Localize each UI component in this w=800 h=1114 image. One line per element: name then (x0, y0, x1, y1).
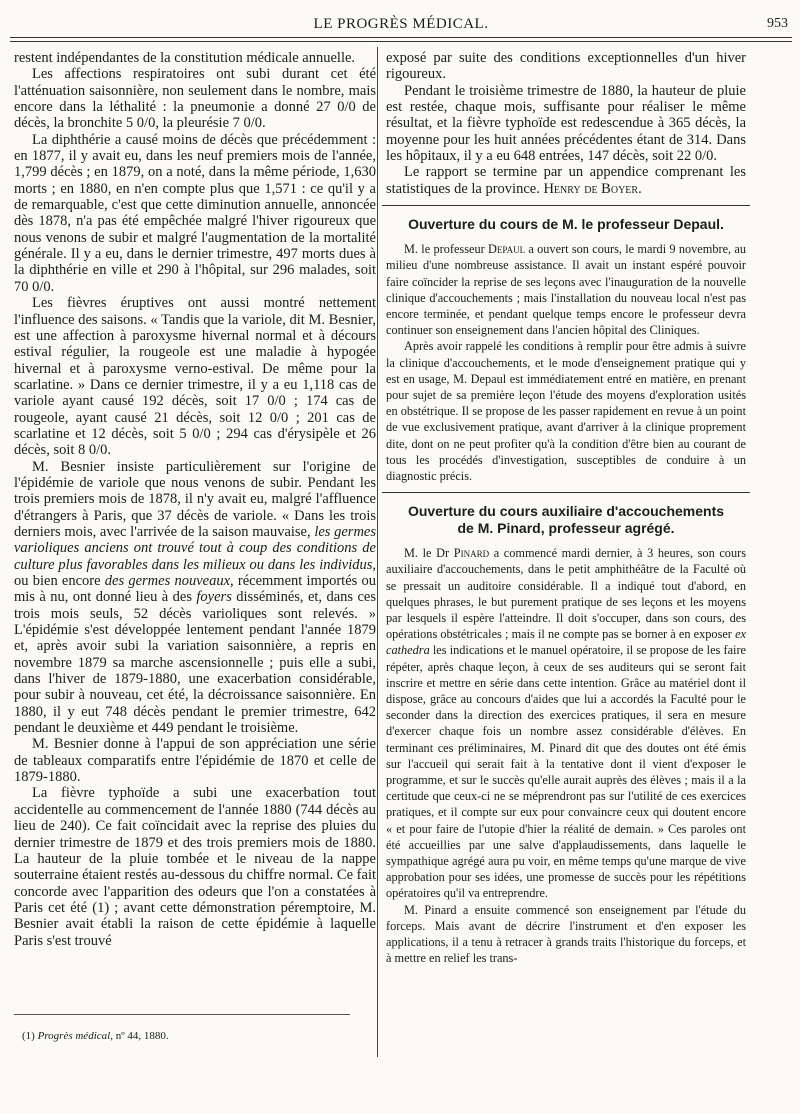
text-run: M. le professeur (404, 242, 489, 257)
paragraph (386, 164, 746, 197)
section-body-depaul (386, 241, 746, 484)
person-name: Pinard (453, 546, 490, 561)
text-run: M. le Dr (404, 546, 454, 561)
page-header (10, 10, 792, 36)
paragraph: Pendant le troisième trimestre de 1880, la hauteur de pluie est restée, chaque mois, suffisante pour réaliser le même résultat, et la fièvre typhoïde est redescendue à 365 décès, la moyenne pour les huit années précédentes étant de 314. Dans les hôpitaux, il y a eu 648 entrées, 147 décès, soit 22 0/0. (386, 82, 746, 165)
italic-run: foyers (196, 589, 232, 606)
section-body-pinard (386, 545, 746, 966)
italic-run: des germes nouveaux (104, 573, 231, 589)
text-run: M. Besnier insiste particulièrement sur l'origine de l'épidémie de variole que nous venons de subir. Pendant les trois premiers mois de 1878, il n'y avait eu, malgré l'affluence d'étrangers à Paris, que 37 décès de variole. « Dans les trois derniers mois, avec l'arrivée de la saison mauvaise, (14, 458, 376, 540)
page-number: 953 (767, 16, 788, 31)
footnote-source: Progrès médical (37, 1030, 111, 1042)
column-divider (377, 47, 378, 1057)
text-run: Le rapport se termine par un appendice comprenant les statistiques de la province. (386, 164, 746, 197)
italic-run: ex cathedra (386, 627, 746, 658)
section-rule (382, 492, 750, 493)
text-run: , récemment importés ou mis à nu, ont donné lieu à des (14, 573, 376, 606)
text-run: a commencé mardi dernier, à 3 heures, son cours auxiliaire d'accouchements, dans le petit amphithéâtre de la Faculté où se pressait un auditoire considérable. Il a indiqué tout d'abord, en quelques phrases, le but purement pratique de ses leçons et les moyens par lesquels il espère l'atteindre. Il doit s'occuper, dans son cours, des opérations obstétricales ; mais il ne compte pas se borner à en exposer (386, 546, 746, 642)
section-heading-pinard (386, 503, 746, 537)
paragraph (386, 241, 746, 338)
header-rule-bottom (10, 41, 792, 42)
paragraph (14, 459, 376, 737)
heading-line: de M. Pinard, professeur agrégé. (457, 520, 675, 537)
header-rule-top (10, 37, 792, 38)
paragraph: restent indépendantes de la constitution médicale annuelle. (14, 50, 356, 66)
person-name: Depaul (488, 242, 526, 257)
paragraph: La diphthérie a causé moins de décès que précédemment : en 1877, il y avait eu, dans les neuf premiers mois de l'année, 1,799 décès ; en 1879, on a noté, dans la même période, 1,630 morts ; en 1880, en n'en compte plus que 1,571 : ce qu'il y a de remarquable, c'est que cette diminution annuelle, annoncée dès 1878, n'a pas été empêchée malgré l'hiver rigoureux que nous venons de subir et malgré l'augmentation de la mortalité générale. Il y a eu, dans le dernier trimestre, 497 morts dues à la diphthérie en ville et 290 à l'hôpital, sur 296 malades, soit 70 0/0. (14, 131, 376, 295)
paragraph: Les affections respiratoires ont subi durant cet été l'atténuation saisonnière, non seulement dans le nombre, mais encore dans la léthalité : la pneumonie a donné 27 0/0 de décès, la bronchite 5 0/0, la pleurésie 7 0/0. (14, 66, 376, 132)
section-heading-depaul: Ouverture du cours de M. le professeur Depaul. (408, 216, 724, 233)
author-signature: Henry de Boyer. (543, 180, 642, 197)
italic-run: les germes varioliques anciens ont trouvé tout à coup des conditions de culture plus favorables dans les milieux ou dans les individus (14, 523, 376, 573)
footnote-text: , nº 44, 1880. (110, 1030, 169, 1042)
paragraph: Les fièvres éruptives ont aussi montré nettement l'influence des saisons. « Tandis que la variole, dit M. Besnier, est une affection à paroxysme hivernal normal et à décours estival régulier, la rougeole est une maladie à hypogée hivernal et à paroxysme verno-estival. De même pour la scarlatine. » Dans ce dernier trimestre, il y a eu 1,118 cas de variole ayant causé 192 décès, soit 17 0/0 ; 174 cas de rougeole, ayant causé 21 décès, soit 12 0/0 ; 201 cas de scarlatine et 12 décès, soit 5 0/0 ; 294 cas d'érysipèle et 26 décès, soit 8 0/0. (14, 295, 376, 459)
section-rule (382, 205, 750, 206)
footnote-rule (14, 1014, 350, 1015)
paragraph: M. Besnier donne à l'appui de son appréciation une série de tableaux comparatifs entre l'épidémie de 1870 et celle de 1879-1880. (14, 736, 376, 786)
footnote (22, 1030, 169, 1042)
text-run: disséminés, et, dans ces trois mois seuls, 52 décès varioliques sont relevés. » L'épidémie s'est développée lentement pendant l'année 1879 et, après avoir subi la variation saisonnière, a repris en novembre 1879 sa marche ascensionnelle ; puis elle a subi, dans l'hiver de 1879-1880, une exacerbation considérable, pour subir à nouveau, cet été, la décroissance saisonnière. En 1880, il y eut 748 décès pendant le premier trimestre, 642 pendant le deuxième et 449 pendant le troisième. (14, 589, 376, 737)
paragraph: La fièvre typhoïde a subi une exacerbation tout accidentelle au commencement de l'année 1880 (744 décès au lieu de 240). Ce fait coïncidait avec la reprise des pluies du dernier trimestre de 1879 et des trois premiers mois de 1880. La hauteur de la pluie tombée et le niveau de la nappe souterraine étaient restés au-dessous du chiffre normal. Ce fait concorde avec l'apparition des odeurs que l'on a constatées à Paris cet été (1) ; avant cette démonstration péremptoire, M. Besnier avait établi la raison de cette épidémie à laquelle Paris s'est trouvé (14, 785, 376, 949)
footnote-number: (1) (22, 1030, 38, 1042)
left-column (14, 50, 376, 949)
paragraph: exposé par suite des conditions exceptionnelles d'un hiver rigoureux. (386, 50, 746, 83)
journal-title: LE PROGRÈS MÉDICAL. (313, 16, 489, 32)
paragraph: Après avoir rappelé les conditions à remplir pour être admis à suivre la clinique d'accouchements, et le mode d'enseignement pratique qui y est en usage, M. Depaul est immédiatement entré en matière, en prenant pour sujet de sa première leçon l'étude des moyens d'exploration usités en obstétrique. Il se propose de les passer rapidement en revue à un point de vue exclusivement pratique, avant d'arriver à la clinique proprement dite, dont on ne peut profiter qu'à la condition d'être bien au courant de tous les procédés d'investigation, susceptibles de conduire à un diagnostic précis. (386, 339, 746, 483)
text-run: a ouvert son cours, le mardi 9 novembre, au milieu d'une nombreuse assistance. Il avait un instant espéré pouvoir faire coïncider la reprise de ses leçons avec l'inauguration de la nouvelle clinique d'accouchements ; mais l'installation du nouveau local n'est pas encore terminée, et pendant quelque temps encore le professeur devra continuer son enseignement dans l'ancien hôpital des Cliniques. (386, 242, 747, 338)
text-run: les indications et le manuel opératoire, il se propose de les faire répéter, après chaque leçon, à ceux de ses auditeurs qui se seront fait inscrire et mettre en série dans cette intention. Grâce au matériel dont il dispose, grâce au concours d'aides que lui a accordés la Faculté pour le seconder dans la direction des exercices pratiques, il sera en mesure d'exercer chaque fois un nombre assez considérable d'élèves. En terminant ces préliminaires, M. Pinard dit que des doutes ont été émis sur l'accueil qui serait fait à la tentative dont il vient d'exposer le programme, et sur le succès qu'elle aurait auprès des élèves ; mais il a la certitude que ceux-ci ne se méprendront pas sur l'utilité de ces exercices pratiques, et il compte sur eux pour convaincre ceux qui doutent encore « et pour faire de l'utopie d'hier la réalité de demain. » Ces paroles ont été accueillies par une salve d'applaudissements, dans laquelle le sympathique agrégé aura pu voir, en même temps qu'une marque de vive approbation pour ses idées, une promesse de succès pour les répétitions opératoires qu'il va entreprendre. (386, 643, 746, 901)
right-column (386, 50, 746, 966)
text-run: , ou bien encore (14, 556, 376, 589)
paragraph (386, 545, 746, 901)
paragraph: M. Pinard a ensuite commencé son enseignement par l'étude du forceps. Mais avant de décrire l'instrument et d'en exposer les applications, il a tenu à retracer à grands traits l'historique du forceps, et à mettre en relief les trans- (386, 902, 746, 966)
heading-line: Ouverture du cours auxiliaire d'accouchements (407, 503, 725, 520)
